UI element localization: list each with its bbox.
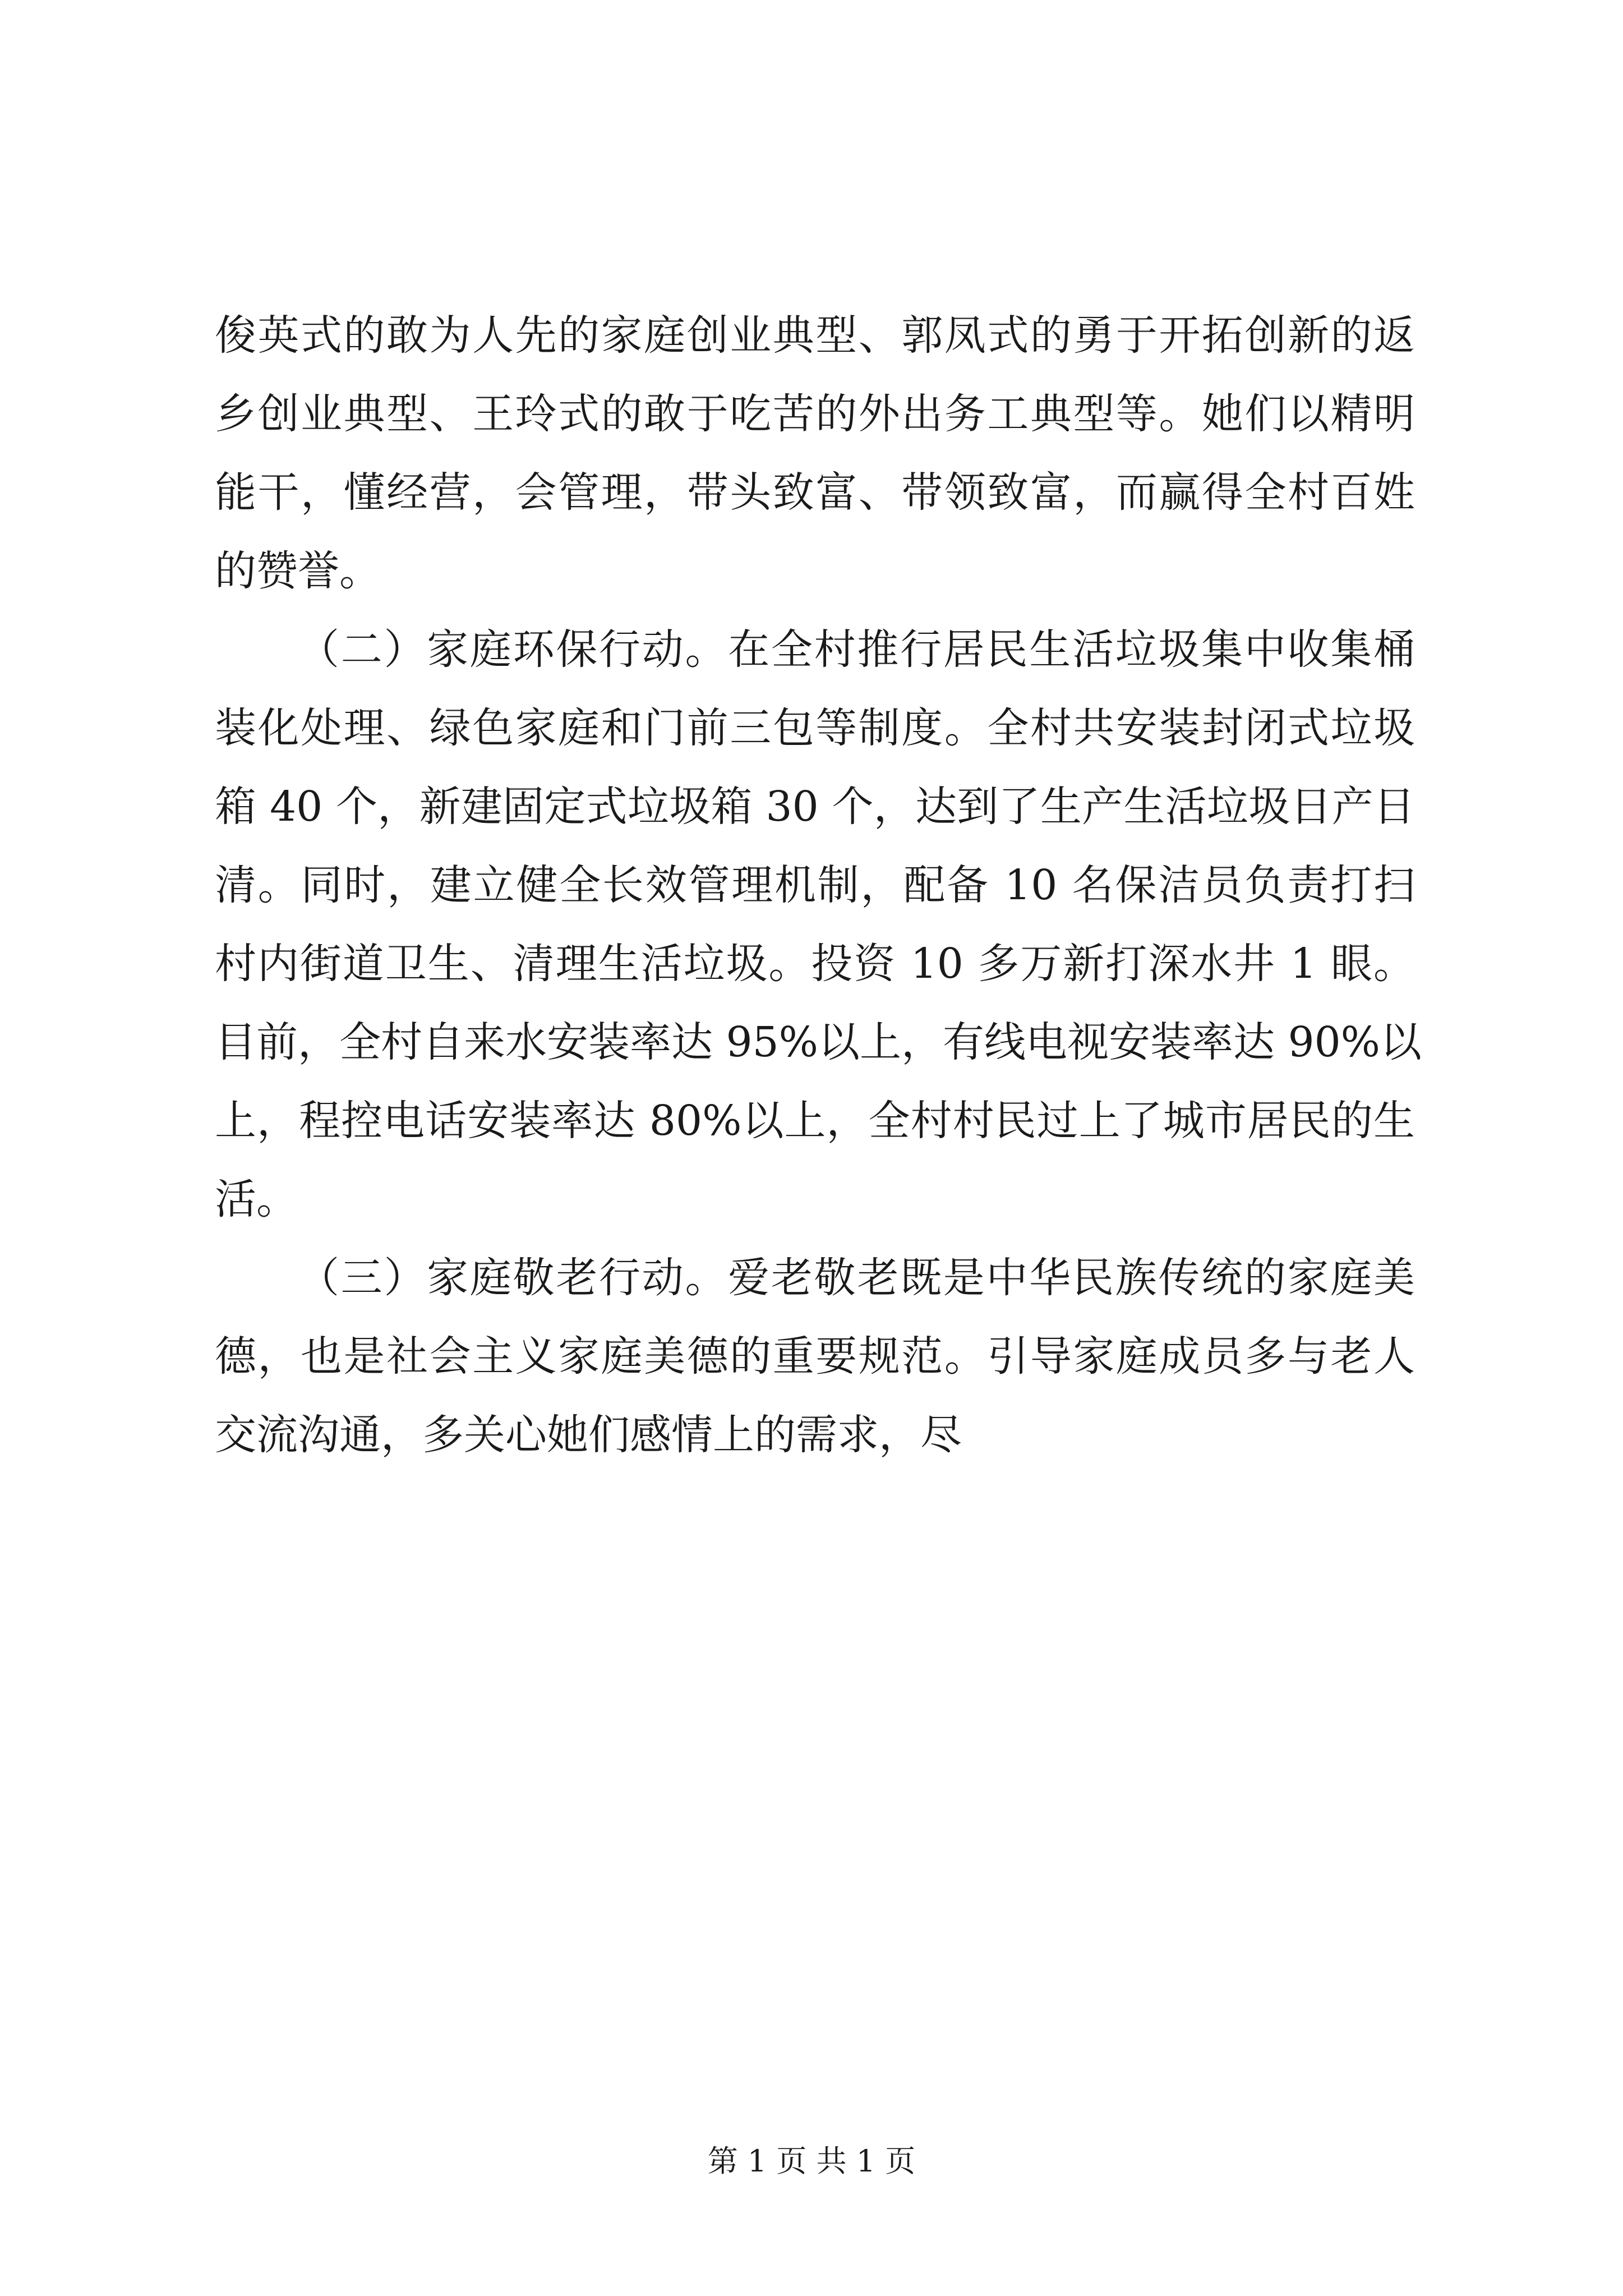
text-line: 的赞誉。 [215, 547, 381, 595]
text-line: 德，也是社会主义家庭美德的重要规范。引导家庭成员多与老人 [215, 1332, 1415, 1381]
text-line: 交流沟通，多关心她们感情上的需求，尽 [215, 1411, 962, 1459]
document-body [215, 296, 1422, 1474]
paragraph-3 [215, 1239, 1415, 1474]
text-line: 装化处理、绿色家庭和门前三包等制度。全村共安装封闭式垃圾 [215, 704, 1415, 752]
page-number-label: 第 1 页 共 1 页 [707, 2143, 916, 2179]
paragraph-1 [215, 296, 1415, 610]
text-line: 箱 40 个，新建固定式垃圾箱 30 个，达到了生产生活垃圾日产日 [215, 783, 1415, 831]
text-line: 活。 [215, 1175, 298, 1223]
text-line: 乡创业典型、王玲式的敢于吃苦的外出务工典型等。她们以精明 [215, 390, 1415, 438]
page-footer [0, 2142, 1623, 2181]
text-line: 目前，全村自来水安装率达 95%以上，有线电视安装率达 90%以 [215, 1018, 1422, 1066]
text-line: 能干，懂经营，会管理，带头致富、带领致富，而赢得全村百姓 [215, 468, 1415, 517]
text-line: 清。同时，建立健全长效管理机制，配备 10 名保洁员负责打扫 [215, 861, 1415, 909]
paragraph-2 [215, 610, 1422, 1239]
text-line: 俊英式的敢为人先的家庭创业典型、郭凤式的勇于开拓创新的返 [215, 311, 1415, 360]
text-line: 上，程控电话安装率达 80%以上，全村村民过上了城市居民的生 [215, 1097, 1415, 1145]
text-line: （二）家庭环保行动。在全村推行居民生活垃圾集中收集桶 [298, 625, 1415, 674]
text-line: 村内街道卫生、清理生活垃圾。投资 10 多万新打深水井 1 眼。 [215, 940, 1415, 988]
text-line: （三）家庭敬老行动。爱老敬老既是中华民族传统的家庭美 [298, 1254, 1415, 1302]
